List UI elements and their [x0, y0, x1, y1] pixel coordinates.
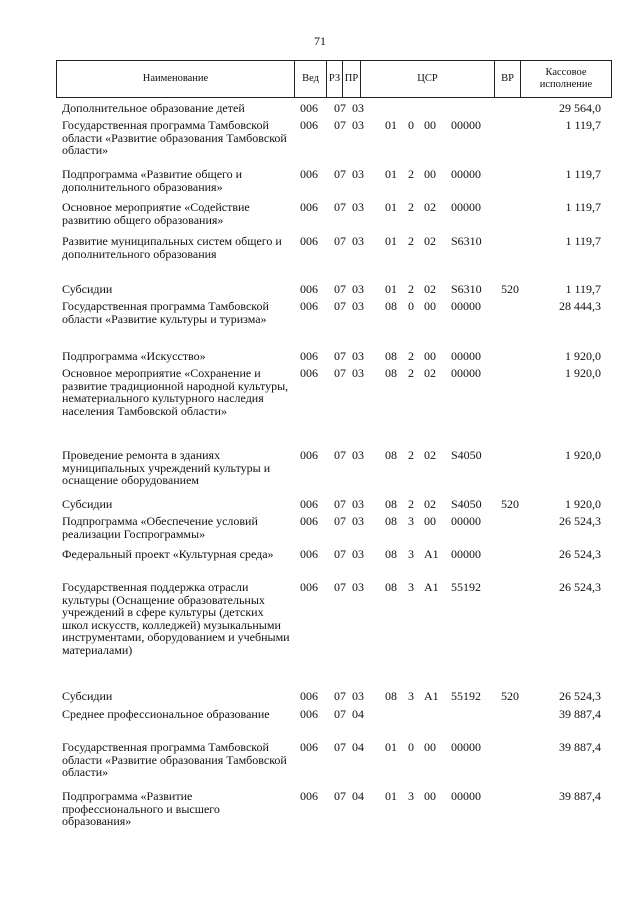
row-csr-event: 02	[424, 448, 436, 462]
row-csr-subprogram: 3	[408, 580, 414, 594]
header-ved: Вед	[295, 61, 327, 98]
row-pr: 04	[352, 740, 364, 754]
row-pr: 03	[352, 497, 364, 511]
row-ved: 006	[300, 118, 318, 132]
row-rz: 07	[334, 789, 346, 803]
row-csr-event: 00	[424, 167, 436, 181]
row-pr: 03	[352, 689, 364, 703]
row-csr-program: 08	[385, 299, 397, 313]
row-csr-direction: 00000	[451, 118, 481, 132]
row-csr-program: 08	[385, 366, 397, 380]
row-csr-program: 01	[385, 740, 397, 754]
row-amount: 26 524,3	[559, 580, 601, 594]
table-row	[0, 581, 640, 690]
row-csr-direction: S6310	[451, 234, 482, 248]
table-row	[0, 741, 640, 790]
row-rz: 07	[334, 689, 346, 703]
row-csr-program: 01	[385, 234, 397, 248]
row-csr-subprogram: 2	[408, 366, 414, 380]
row-csr-event: 00	[424, 740, 436, 754]
row-csr-direction: 00000	[451, 349, 481, 363]
row-csr-subprogram: 2	[408, 167, 414, 181]
row-csr-event: A1	[424, 689, 439, 703]
row-vr: 520	[501, 282, 519, 296]
row-amount: 1 119,7	[565, 282, 601, 296]
row-pr: 03	[352, 167, 364, 181]
row-csr-program: 01	[385, 118, 397, 132]
row-csr-subprogram: 0	[408, 118, 414, 132]
row-name: Дополнительное образование детей	[62, 101, 245, 115]
row-rz: 07	[334, 200, 346, 214]
row-csr-subprogram: 3	[408, 514, 414, 528]
row-ved: 006	[300, 547, 318, 561]
row-pr: 03	[352, 299, 364, 313]
table-row	[0, 300, 640, 350]
row-ved: 006	[300, 580, 318, 594]
row-csr-program: 08	[385, 497, 397, 511]
row-rz: 07	[334, 497, 346, 511]
row-name: Федеральный проект «Культурная среда»	[62, 547, 274, 561]
row-csr-subprogram: 0	[408, 299, 414, 313]
row-csr-subprogram: 3	[408, 689, 414, 703]
row-csr-event: 02	[424, 234, 436, 248]
row-rz: 07	[334, 101, 346, 115]
table-row	[0, 515, 640, 548]
row-rz: 07	[334, 448, 346, 462]
row-ved: 006	[300, 514, 318, 528]
row-rz: 07	[334, 234, 346, 248]
row-csr-direction: S6310	[451, 282, 482, 296]
table-row	[0, 350, 640, 367]
row-name: Государственная поддержка отрасли культуры (Оснащение образовательных учреждений в сфере культуры (детских школ искусств, колледжей) музыкальными инструментами, оборудованием и учебными материалами)	[62, 580, 290, 657]
row-name: Основное мероприятие «Содействие развитию общего образования»	[62, 200, 250, 227]
row-amount: 28 444,3	[559, 299, 601, 313]
row-amount: 39 887,4	[559, 740, 601, 754]
table-row	[0, 201, 640, 235]
row-csr-direction: 00000	[451, 299, 481, 313]
row-pr: 03	[352, 547, 364, 561]
row-amount: 1 119,7	[565, 118, 601, 132]
row-csr-event: A1	[424, 580, 439, 594]
row-pr: 03	[352, 101, 364, 115]
row-pr: 03	[352, 448, 364, 462]
row-ved: 006	[300, 448, 318, 462]
row-name: Проведение ремонта в зданиях муниципальных учреждений культуры и оснащение оборудованием	[62, 448, 271, 488]
header-vr: ВР	[495, 61, 521, 98]
row-csr-subprogram: 2	[408, 349, 414, 363]
row-rz: 07	[334, 349, 346, 363]
row-pr: 03	[352, 282, 364, 296]
row-csr-direction: 00000	[451, 547, 481, 561]
row-csr-direction: 00000	[451, 200, 481, 214]
row-csr-subprogram: 2	[408, 448, 414, 462]
row-rz: 07	[334, 707, 346, 721]
row-amount: 39 887,4	[559, 707, 601, 721]
row-rz: 07	[334, 299, 346, 313]
row-csr-direction: 55192	[451, 580, 481, 594]
row-name: Подпрограмма «Развитие общего и дополнительного образования»	[62, 167, 243, 194]
table-row	[0, 102, 640, 119]
row-amount: 26 524,3	[559, 514, 601, 528]
row-csr-direction: 00000	[451, 366, 481, 380]
row-pr: 03	[352, 514, 364, 528]
row-pr: 04	[352, 789, 364, 803]
row-name: Подпрограмма «Обеспечение условий реализации Госпрограммы»	[62, 514, 258, 541]
row-csr-direction: 00000	[451, 740, 481, 754]
row-name: Субсидии	[62, 282, 113, 296]
row-csr-direction: 00000	[451, 167, 481, 181]
row-csr-direction: 00000	[451, 514, 481, 528]
row-name: Подпрограмма «Развитие профессионального и высшего образования»	[62, 789, 220, 829]
row-csr-subprogram: 0	[408, 740, 414, 754]
row-amount: 1 920,0	[565, 497, 601, 511]
row-ved: 006	[300, 299, 318, 313]
row-name: Основное мероприятие «Сохранение и развитие традиционной народной культуры, нематериального культурного наследия населения Тамбовской области»	[62, 366, 289, 418]
row-vr: 520	[501, 689, 519, 703]
row-amount: 1 119,7	[565, 200, 601, 214]
header-name: Наименование	[57, 61, 295, 98]
row-ved: 006	[300, 167, 318, 181]
row-amount: 1 119,7	[565, 234, 601, 248]
row-name: Государственная программа Тамбовской области «Развитие культуры и туризма»	[62, 299, 269, 326]
row-csr-program: 08	[385, 689, 397, 703]
row-ved: 006	[300, 740, 318, 754]
row-csr-event: 02	[424, 497, 436, 511]
row-rz: 07	[334, 118, 346, 132]
row-name: Государственная программа Тамбовской области «Развитие образования Тамбовской области»	[62, 118, 287, 158]
table-row	[0, 119, 640, 168]
header-pr: ПР	[343, 61, 361, 98]
row-amount: 29 564,0	[559, 101, 601, 115]
row-csr-event: 00	[424, 299, 436, 313]
row-amount: 26 524,3	[559, 689, 601, 703]
header-amount: Кассовое исполнение	[521, 61, 612, 98]
row-rz: 07	[334, 514, 346, 528]
table-row	[0, 367, 640, 449]
row-ved: 006	[300, 366, 318, 380]
row-csr-program: 08	[385, 547, 397, 561]
row-vr: 520	[501, 497, 519, 511]
row-csr-subprogram: 3	[408, 547, 414, 561]
row-amount: 1 920,0	[565, 448, 601, 462]
table-row	[0, 235, 640, 283]
row-ved: 006	[300, 789, 318, 803]
row-csr-program: 08	[385, 580, 397, 594]
row-ved: 006	[300, 200, 318, 214]
table-row	[0, 690, 640, 708]
row-amount: 1 920,0	[565, 366, 601, 380]
row-pr: 03	[352, 234, 364, 248]
row-csr-direction: S4050	[451, 448, 482, 462]
header-csr: ЦСР	[361, 61, 495, 98]
row-csr-event: 00	[424, 349, 436, 363]
row-csr-subprogram: 2	[408, 200, 414, 214]
row-csr-event: 02	[424, 200, 436, 214]
row-ved: 006	[300, 282, 318, 296]
row-csr-subprogram: 2	[408, 282, 414, 296]
row-name: Субсидии	[62, 689, 113, 703]
row-ved: 006	[300, 349, 318, 363]
row-csr-program: 01	[385, 200, 397, 214]
header-rz: РЗ	[327, 61, 343, 98]
row-ved: 006	[300, 101, 318, 115]
row-csr-event: 00	[424, 118, 436, 132]
row-name: Развитие муниципальных систем общего и дополнительного образования	[62, 234, 282, 261]
row-pr: 03	[352, 580, 364, 594]
row-pr: 03	[352, 366, 364, 380]
row-rz: 07	[334, 580, 346, 594]
row-csr-program: 08	[385, 514, 397, 528]
row-csr-event: 00	[424, 514, 436, 528]
row-ved: 006	[300, 689, 318, 703]
row-csr-event: 02	[424, 282, 436, 296]
row-csr-subprogram: 3	[408, 789, 414, 803]
table-row	[0, 168, 640, 201]
row-csr-program: 01	[385, 167, 397, 181]
row-pr: 03	[352, 349, 364, 363]
row-name: Государственная программа Тамбовской области «Развитие образования Тамбовской области»	[62, 740, 287, 780]
row-csr-subprogram: 2	[408, 497, 414, 511]
row-csr-direction: S4050	[451, 497, 482, 511]
table-row	[0, 283, 640, 300]
row-pr: 03	[352, 200, 364, 214]
row-ved: 006	[300, 497, 318, 511]
table-row	[0, 498, 640, 515]
table-header	[56, 60, 612, 98]
row-rz: 07	[334, 366, 346, 380]
row-csr-program: 01	[385, 282, 397, 296]
row-amount: 39 887,4	[559, 789, 601, 803]
page-number: 71	[314, 34, 326, 48]
row-amount: 1 920,0	[565, 349, 601, 363]
row-ved: 006	[300, 234, 318, 248]
row-name: Субсидии	[62, 497, 113, 511]
table-body	[0, 102, 640, 840]
table-row	[0, 449, 640, 498]
row-csr-event: A1	[424, 547, 439, 561]
row-name: Подпрограмма «Искусство»	[62, 349, 206, 363]
row-csr-direction: 55192	[451, 689, 481, 703]
row-name: Среднее профессиональное образование	[62, 707, 270, 721]
row-csr-program: 08	[385, 448, 397, 462]
row-rz: 07	[334, 547, 346, 561]
row-csr-program: 08	[385, 349, 397, 363]
row-pr: 04	[352, 707, 364, 721]
row-pr: 03	[352, 118, 364, 132]
row-csr-event: 02	[424, 366, 436, 380]
table-row	[0, 708, 640, 741]
row-rz: 07	[334, 740, 346, 754]
row-amount: 26 524,3	[559, 547, 601, 561]
row-amount: 1 119,7	[565, 167, 601, 181]
row-ved: 006	[300, 707, 318, 721]
row-csr-direction: 00000	[451, 789, 481, 803]
row-rz: 07	[334, 282, 346, 296]
row-csr-subprogram: 2	[408, 234, 414, 248]
row-rz: 07	[334, 167, 346, 181]
table-row	[0, 548, 640, 581]
row-csr-program: 01	[385, 789, 397, 803]
table-row	[0, 790, 640, 840]
row-csr-event: 00	[424, 789, 436, 803]
